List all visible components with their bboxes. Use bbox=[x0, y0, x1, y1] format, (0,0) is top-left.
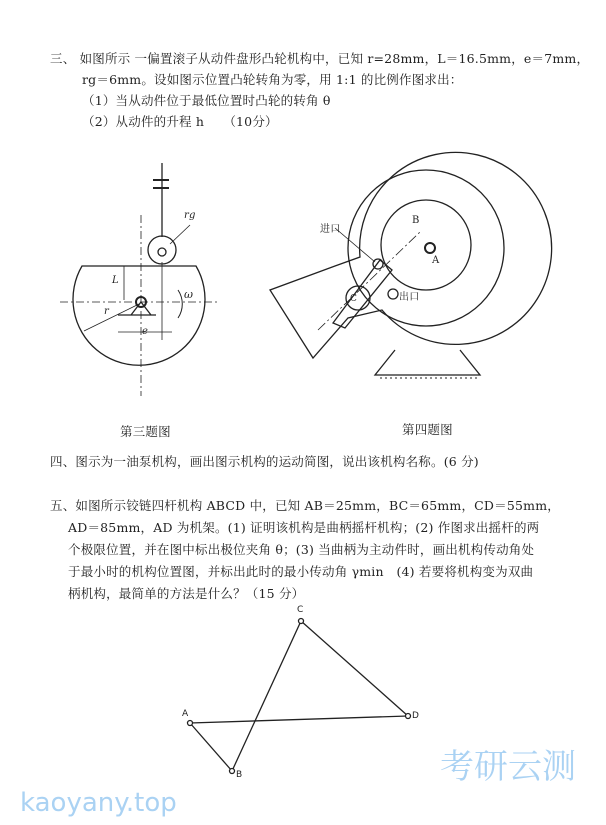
q5-line3: 个极限位置，并在图中标出极位夹角 θ；(3) 当曲柄为主动件时，画出机构传动角处 bbox=[68, 542, 535, 557]
pump-diagram bbox=[270, 152, 552, 378]
q5-line4: 于最小时的机构位置图，并标出此时的最小传动角 γmin (4) 若要将机构变为双曲 bbox=[68, 564, 534, 579]
label-e: e bbox=[142, 326, 149, 337]
q5-line2: AD＝85mm，AD 为机架。(1) 证明该机构是曲柄摇杆机构；(2) 作图求出摇杆的两 bbox=[68, 520, 540, 535]
label-C: C bbox=[350, 294, 358, 304]
q3-line2: rg＝6mm。设如图示位置凸轮转角为零，用 1:1 的比例作图求出： bbox=[82, 72, 463, 87]
four-bar-diagram bbox=[188, 619, 411, 774]
label-C5: C bbox=[297, 605, 304, 615]
label-L: L bbox=[112, 275, 119, 286]
label-A: A bbox=[432, 255, 440, 266]
q4-line1: 四、图示为一油泵机构，画出图示机构的运动简图，说出该机构名称。(6 分) bbox=[50, 454, 479, 469]
label-A5: A bbox=[182, 709, 189, 719]
q3-caption: 第三题图 bbox=[120, 424, 171, 439]
label-B: B bbox=[412, 215, 420, 226]
q5-line5: 柄机构，最简单的方法是什么？（15 分） bbox=[68, 586, 305, 601]
watermark-text: 考研云测 bbox=[440, 747, 576, 787]
label-omega: ω bbox=[184, 288, 194, 301]
label-B5: B bbox=[236, 770, 243, 780]
label-inlet: 进口 bbox=[320, 224, 341, 235]
q3-line1: 三、 如图所示 一偏置滚子从动件盘形凸轮机构中，已知 r=28mm，L＝16.5mm，e＝7mm， bbox=[50, 51, 590, 66]
q5-line1: 五、如图所示铰链四杆机构 ABCD 中，已知 AB＝25mm，BC＝65mm，CD＝55mm， bbox=[50, 498, 560, 513]
cam-diagram bbox=[60, 163, 218, 396]
label-D5: D bbox=[412, 711, 420, 721]
label-outlet: 出口 bbox=[399, 292, 420, 303]
q4-caption: 第四题图 bbox=[402, 422, 453, 437]
label-r: r bbox=[104, 306, 109, 317]
q3-line4: （2）从动件的升程 h （10分） bbox=[82, 114, 278, 129]
label-rg: rg bbox=[184, 210, 196, 221]
q3-line3: （1）当从动件位于最低位置时凸轮的转角 θ bbox=[82, 93, 331, 108]
watermark-url: kaoyany.top bbox=[20, 788, 177, 818]
